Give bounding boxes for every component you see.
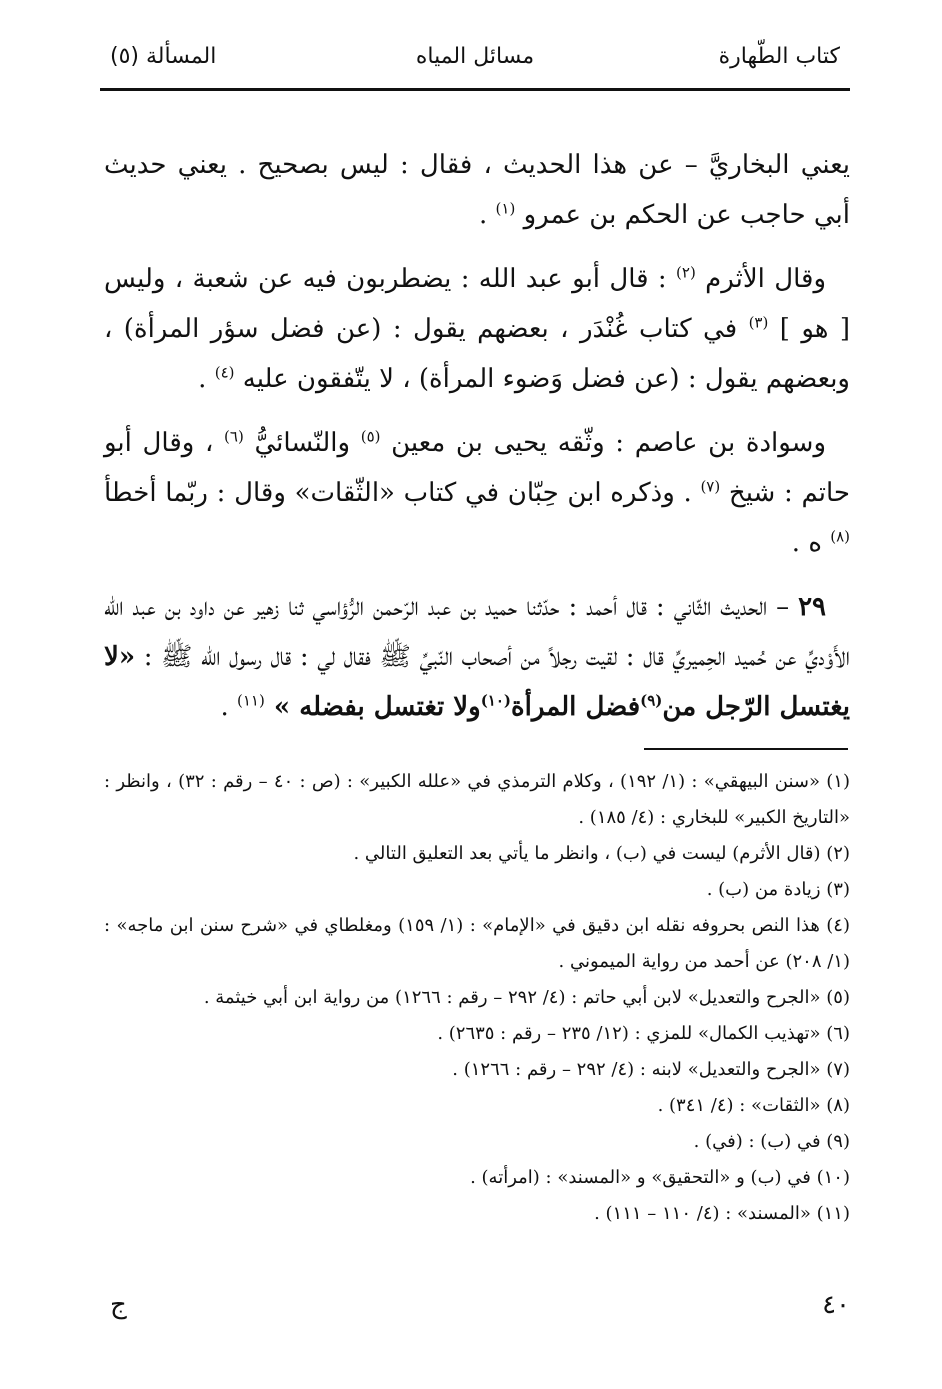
footnote-6: (٦) «تهذيب الكمال» للمزي : (١٢/ ٢٣٥ – رقم : ٢٦٣٥) . bbox=[437, 1023, 850, 1044]
footnote-2: (٢) (قال الأثرم) ليست في (ب) ، وانظر ما يأتي بعد التعليق التالي . bbox=[353, 843, 850, 864]
hadith-number: ٢٩ bbox=[798, 592, 827, 622]
footnote-divider bbox=[644, 748, 848, 750]
footnote-ref-3: (٣) bbox=[748, 313, 769, 332]
running-header bbox=[100, 34, 850, 86]
page-number: ٤٠ bbox=[822, 1290, 850, 1320]
footnote-7: (٧) «الجرح والتعديل» لابنه : (٤/ ٢٩٢ – رقم : ١٢٦٦) . bbox=[452, 1059, 850, 1080]
footnote-5: (٥) «الجرح والتعديل» لابن أبي حاتم : (٤/ ٢٩٢ – رقم : ١٢٦٦) من رواية ابن أبي خيثمة . bbox=[203, 987, 850, 1008]
paragraph-2: وقال الأثرم $^{(٢)}$ : قال أبو عبد الله : يضطربون فيه عن شعبة ، وليس [ هو ] $^{(٣)}$ في كتاب غُنْدَر ، بعضهم يقول : (عن فضل سؤر المرأة) ، وبعضهم يقول : (عن فضل وَضوء المرأة) ، لا يتّفقون عليه $^{(٤)}$ . bbox=[104, 263, 851, 394]
footnote-10: (١٠) في (ب) و «التحقيق» و «المسند» : (امرأته) . bbox=[470, 1167, 850, 1188]
footnote-ref-7: (٧) bbox=[700, 477, 721, 496]
signature-mark: ج bbox=[110, 1290, 127, 1320]
footnote-ref-11: (١١) bbox=[237, 691, 265, 710]
paragraph-1: يعني البخاريَّ – عن هذا الحديث ، فقال : ليس بصحيح . يعني حديث أبي حاجب عن الحكم بن عمرو $^{(١)}$ . bbox=[104, 150, 850, 230]
page-footer bbox=[100, 1290, 850, 1330]
footnote-9: (٩) في (ب) : (في) . bbox=[693, 1131, 850, 1152]
footnote-ref-4: (٤) bbox=[214, 363, 235, 382]
footnote-ref-10: (١٠) bbox=[480, 691, 512, 710]
footnote-ref-6: (٦) bbox=[224, 427, 244, 446]
header-divider bbox=[100, 88, 850, 91]
hadith-text: «لا يغتسل الرّجل من$^{(٩)}$فضل المرأة$^{(١٠)}$ولا تغتسل بفضله » bbox=[104, 642, 850, 722]
footnote-11: (١١) «المسند» : (٤/ ١١٠ – ١١١) . bbox=[594, 1203, 850, 1224]
footnote-ref-1: (١) bbox=[495, 199, 516, 218]
footnote-8: (٨) «الثقات» : (٤/ ٣٤١) . bbox=[657, 1095, 850, 1116]
footnote-ref-8: (٨) bbox=[830, 527, 850, 546]
book-title: كتاب الطّهارة bbox=[718, 44, 840, 69]
issue-number: المسألة (٥) bbox=[110, 44, 217, 69]
main-text bbox=[104, 140, 850, 738]
paragraph-3: وسوادة بن عاصم : وثّقه يحيى بن معين $^{(٥)}$ والنّسائيُّ $^{(٦)}$ ، وقال أبو حاتم : شيخ $^{(٧)}$ . وذكره ابن حِبّان في كتاب «الثّقات» وقال : ربّما أخطأ $^{(٨)}$ ﻩ . bbox=[104, 427, 851, 558]
footnote-3: (٣) زيادة من (ب) . bbox=[706, 879, 850, 900]
footnotes bbox=[104, 764, 850, 1232]
footnote-ref-9: (٩) bbox=[640, 691, 663, 710]
chapter-title: مسائل المياه bbox=[415, 44, 535, 69]
footnote-ref-2: (٢) bbox=[676, 263, 696, 282]
footnote-4: (٤) هذا النص بحروفه نقله ابن دقيق في «الإمام» : (١/ ١٥٩) ومغلطاي في «شرح سنن ابن ماجه» : (١/ ٢٠٨) عن أحمد من رواية الميموني . bbox=[104, 915, 850, 972]
end-mark: ﻩ bbox=[808, 528, 822, 558]
footnote-ref-5: (٥) bbox=[360, 427, 381, 446]
paragraph-4: ٢٩ – الحديث الثّاني : قال أحمد : حدّثنا حميد بن عبد الرّحمن الرُّؤاسي ثنا زهير عن داود بن عبد الله الأَوْديِّ عن حُميد الحِميريِّ قال : لقيت رجلاً من أصحاب النّبيِّ ﷺ فقال لي : قال رسول الله ﷺ : «لا يغتسل الرّجل من$^{(٩)}$فضل المرأة$^{(١٠)}$ولا تغتسل بفضله » $^{(١١)}$ . bbox=[104, 592, 851, 722]
footnote-1: (١) «سنن البيهقي» : (١/ ١٩٢) ، وكلام الترمذي في «علله الكبير» : (ص : ٤٠ – رقم : ٣٢) ، وانظر : «التاريخ الكبير» للبخاري : (٤/ ١٨٥) . bbox=[104, 771, 850, 828]
